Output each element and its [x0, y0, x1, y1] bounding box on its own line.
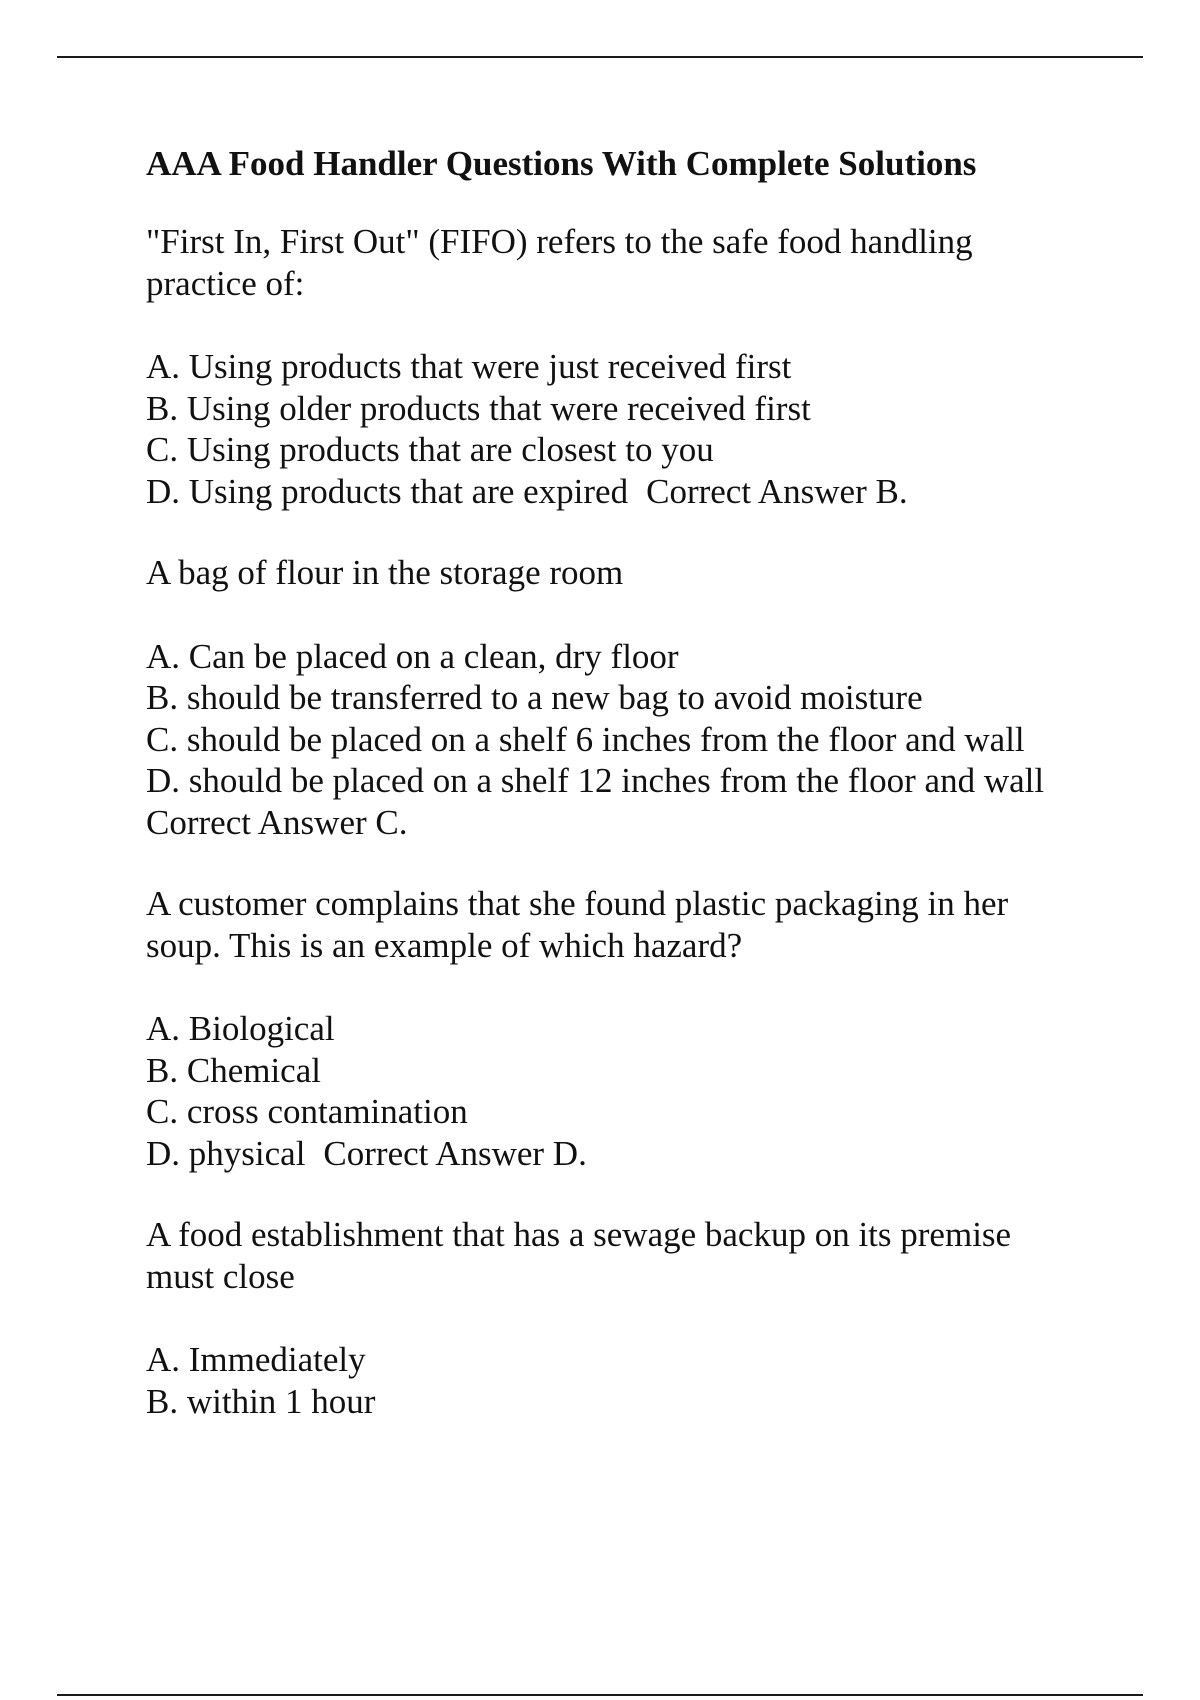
option-list [146, 1339, 1086, 1422]
option-item: B. Chemical [146, 1050, 321, 1090]
question-text: A food establishment that has a sewage backup on its premise must close [146, 1215, 1012, 1296]
document-title: AAA Food Handler Questions With Complete Solutions [146, 144, 977, 183]
option-item: B. Using older products that were received first [146, 388, 811, 428]
document-body [146, 143, 1086, 1462]
option-text: D. Using products that are expired [146, 471, 629, 511]
option-item: B. should be transferred to a new bag to avoid moisture [146, 678, 923, 717]
option-text: D. physical [146, 1133, 306, 1173]
option-item: A. Using products that were just received first [146, 347, 792, 386]
question-text: A bag of flour in the storage room [146, 553, 624, 592]
footer-rule [57, 1694, 1143, 1696]
option-list [146, 636, 1086, 802]
question-text: A customer complains that she found plastic packaging in her soup. This is an example of which hazard? [146, 884, 1009, 965]
option-item: B. within 1 hour [146, 1381, 376, 1421]
question-block [146, 883, 1086, 1174]
option-list [146, 346, 1086, 512]
option-item-with-answer [146, 1133, 1086, 1175]
correct-answer: Correct Answer B. [646, 471, 908, 511]
question-block [146, 221, 1086, 512]
option-item: A. Immediately [146, 1340, 366, 1379]
question-block [146, 1214, 1086, 1422]
correct-answer: Correct Answer D. [323, 1133, 587, 1173]
option-item: D. should be placed on a shelf 12 inches from the floor and wall [146, 761, 1045, 800]
option-item: C. Using products that are closest to you [146, 430, 714, 469]
option-item: A. Biological [146, 1009, 335, 1048]
question-block [146, 552, 1086, 843]
option-list [146, 1008, 1086, 1174]
option-item-with-answer [146, 471, 1086, 513]
correct-answer: Correct Answer C. [146, 802, 408, 842]
question-text: "First In, First Out" (FIFO) refers to the safe food handling practice of: [146, 222, 973, 303]
header-rule [57, 56, 1143, 58]
option-item: C. cross contamination [146, 1092, 468, 1131]
option-item: A. Can be placed on a clean, dry floor [146, 636, 679, 676]
option-item: C. should be placed on a shelf 6 inches from the floor and wall [146, 719, 1025, 759]
